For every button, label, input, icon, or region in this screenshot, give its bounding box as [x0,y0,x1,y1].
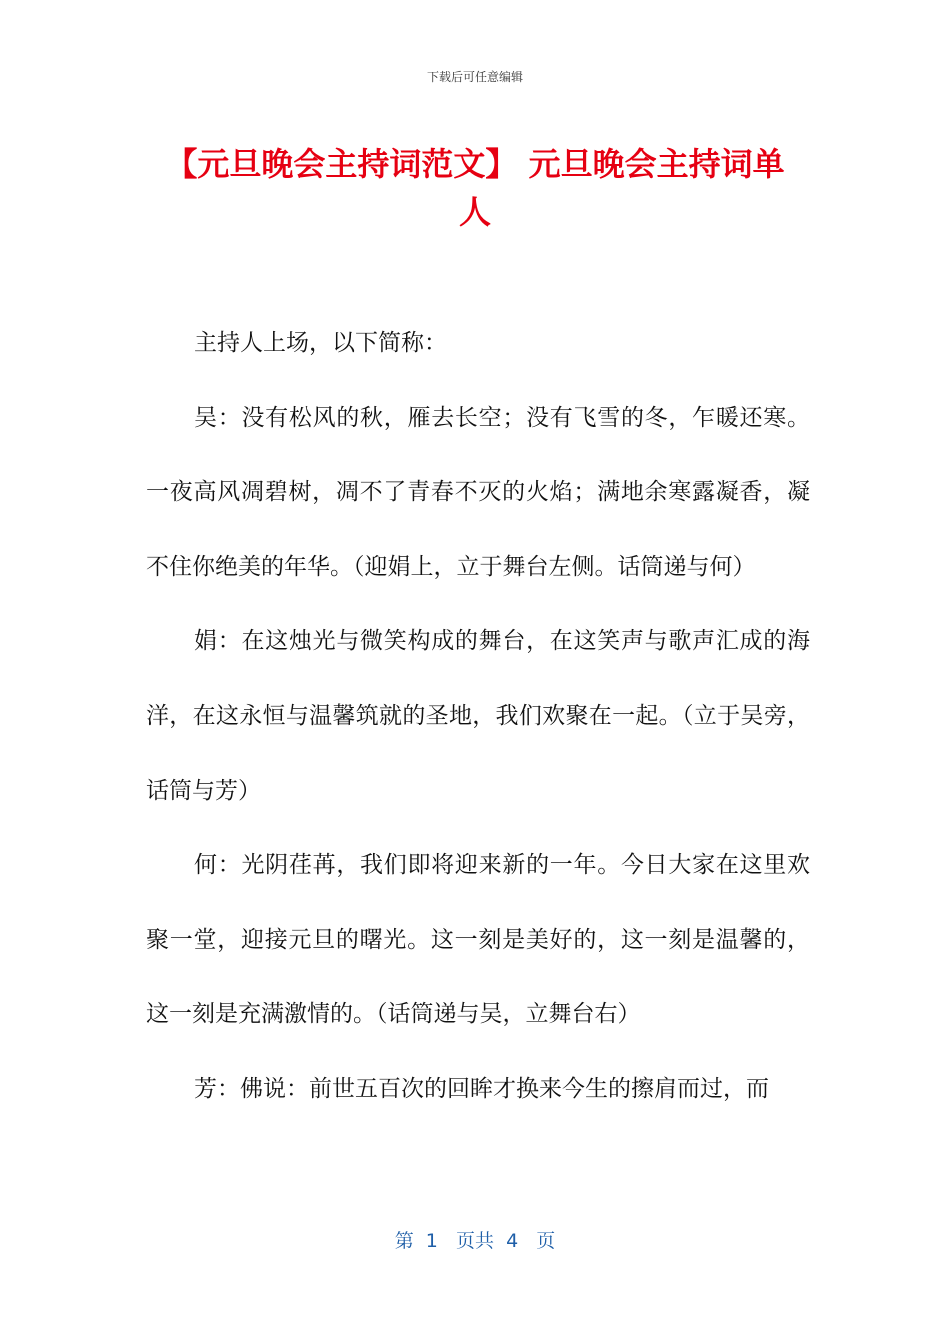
document-title: 【元旦晚会主持词范文】 元旦晚会主持词单人 [165,145,785,231]
header-note: 下载后可任意编辑 [426,70,523,84]
paragraph-intro: 主持人上场，以下简称： [194,330,447,356]
paragraph-juan: 娟：在这烛光与微笑构成的舞台，在这笑声与歌声汇成的海洋，在这永恒与温馨筑就的圣地，我们欢聚在一起。（立于吴旁，话筒与芳） [146,628,810,804]
document-body [146,306,810,1127]
paragraph-he: 何：光阴荏苒，我们即将迎来新的一年。今日大家在这里欢聚一堂，迎接元旦的曙光。这一刻是美好的，这一刻是温馨的，这一刻是充满激情的。（话筒递与吴，立舞台右） [146,852,810,1028]
paragraph-fang: 芳：佛说：前世五百次的回眸才换来今生的擦肩而过，而 [194,1075,769,1102]
page-indicator: 第 1 页共 4 页 [394,1230,556,1252]
paragraph-wu: 吴：没有松风的秋，雁去长空；没有飞雪的冬，乍暖还寒。一夜高风凋碧树，凋不了青春不灭的火焰；满地余寒露凝香，凝不住你绝美的年华。（迎娟上，立于舞台左侧。话筒递与何） [146,404,810,580]
